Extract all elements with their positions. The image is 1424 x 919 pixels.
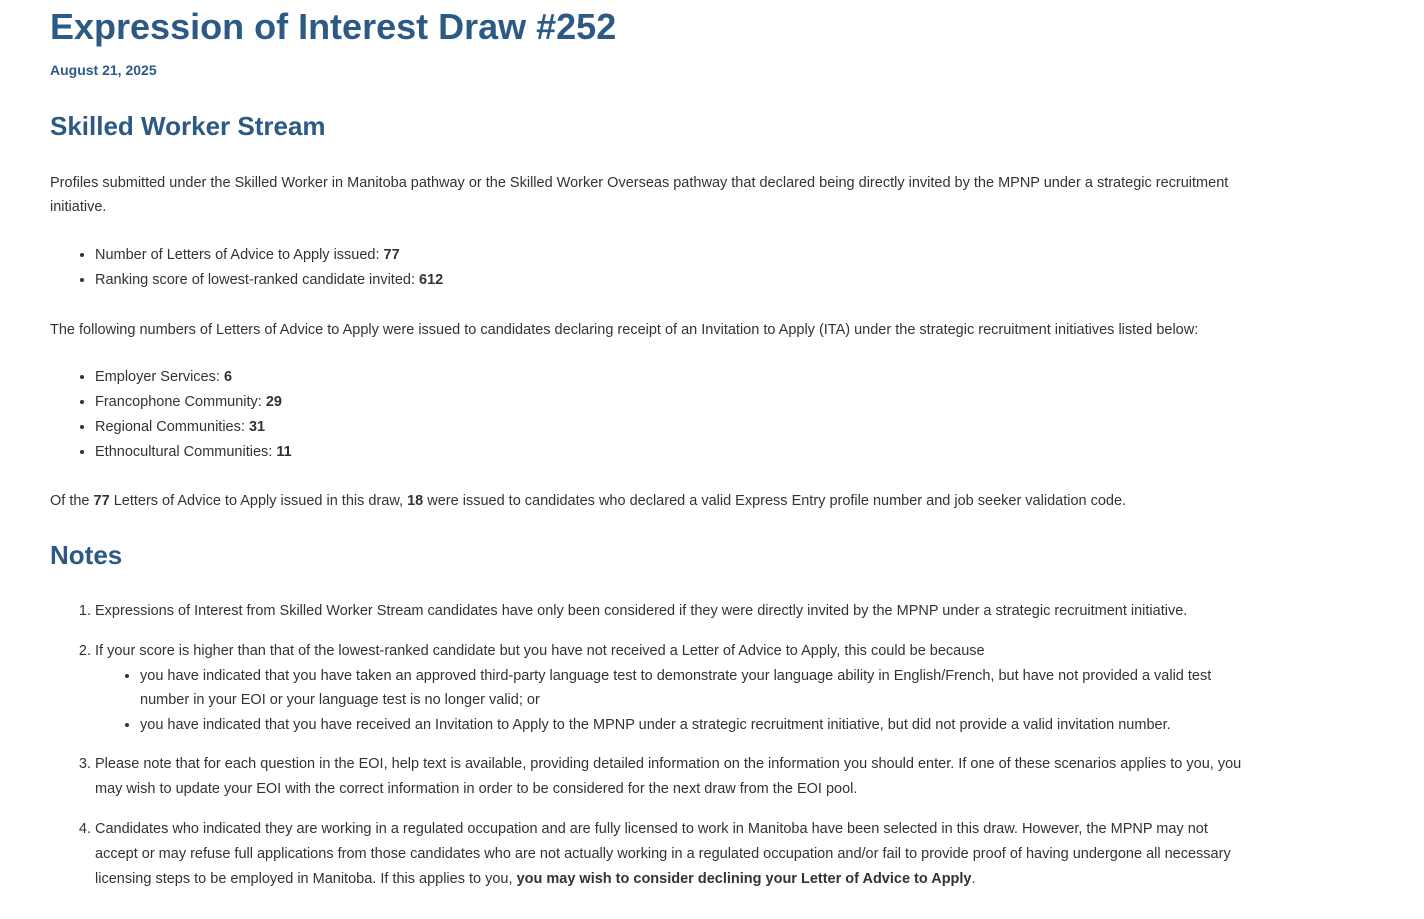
note-text: Candidates who indicated they are working in a regulated occupation and are fully licensed to work in Manitoba have been selected in this draw. However, the MPNP may not accept or may refuse full applications from those candidates who are not actually working in a regulated occupation and/or fail to provide proof of having undergone all necessary licensing steps to be employed in Manitoba. If this applies to you, [95,821,1231,887]
list-item [95,243,1245,268]
note-emphasis: you may wish to consider declining your Letter of Advice to Apply [516,871,972,887]
draw-summary-paragraph [50,489,1250,513]
note-text: Expressions of Interest from Skilled Worker Stream candidates have only been considered if they were directly invited by the MPNP under a strategic recruitment initiative. [95,603,1188,619]
stat-value: 612 [419,272,444,288]
initiative-label: Employer Services: [95,369,224,385]
note-item [95,599,1245,624]
notes-list [50,599,1245,907]
list-item [95,390,1245,415]
note-subtext: you have indicated that you have taken an approved third-party language test to demonstrate your language ability in English/French, but have not provided a valid test number in your EOI or your language test is no longer valid; or [140,668,1212,708]
note-text: If your score is higher than that of the lowest-ranked candidate but you have not received a Letter of Advice to Apply, this could be because [95,643,985,659]
summary-total: 77 [93,493,110,509]
notes-heading: Notes [50,540,123,570]
initiative-label: Ethnocultural Communities: [95,444,277,460]
skilled-worker-heading: Skilled Worker Stream [50,111,326,141]
list-item [95,268,1245,293]
stat-label: Number of Letters of Advice to Apply issued: [95,247,384,263]
draw-stats-list [50,243,1245,293]
initiative-value: 11 [276,444,292,460]
summary-text: Of the [50,493,94,509]
page-title: Expression of Interest Draw #252 [50,6,617,47]
initiatives-list [50,365,1245,465]
list-item [95,440,1245,465]
initiative-value: 31 [248,419,266,435]
initiative-label: Regional Communities: [95,419,249,435]
summary-text: Letters of Advice to Apply issued in this draw, [109,493,408,509]
list-item [140,664,1245,712]
initiatives-intro-paragraph: The following numbers of Letters of Advice to Apply were issued to candidates declaring receipt of an Invitation to Apply (ITA) under the strategic recruitment initiatives listed below: [50,322,1199,338]
summary-express-entry-count: 18 [407,493,424,509]
summary-text: were issued to candidates who declared a valid Express Entry profile number and job seeker validation code. [423,493,1127,509]
stat-label: Ranking score of lowest-ranked candidate invited: [95,272,420,288]
draw-date: August 21, 2025 [50,62,157,78]
initiative-label: Francophone Community: [95,394,266,410]
list-item [95,415,1245,440]
list-item [95,365,1245,390]
note-item [95,639,1245,737]
note-sublist [95,664,1245,737]
note-item [95,752,1245,802]
skilled-intro-paragraph: Profiles submitted under the Skilled Worker in Manitoba pathway or the Skilled Worker Overseas pathway that declared being directly invited by the MPNP under a strategic recruitment initiative. [50,175,1229,215]
note-subtext: you have indicated that you have received an Invitation to Apply to the MPNP under a strategic recruitment initiative, but did not provide a valid invitation number. [140,717,1171,733]
list-item [140,713,1245,737]
note-text: . [971,871,976,887]
initiative-value: 29 [265,394,282,410]
note-text: Please note that for each question in the EOI, help text is available, providing detailed information on the information you should enter. If one of these scenarios applies to you, you may wish to update your EOI with the correct information in order to be considered for the next draw from the EOI pool. [95,756,1242,797]
stat-value: 77 [383,247,400,263]
note-item [95,817,1245,892]
initiative-value: 6 [223,369,233,385]
